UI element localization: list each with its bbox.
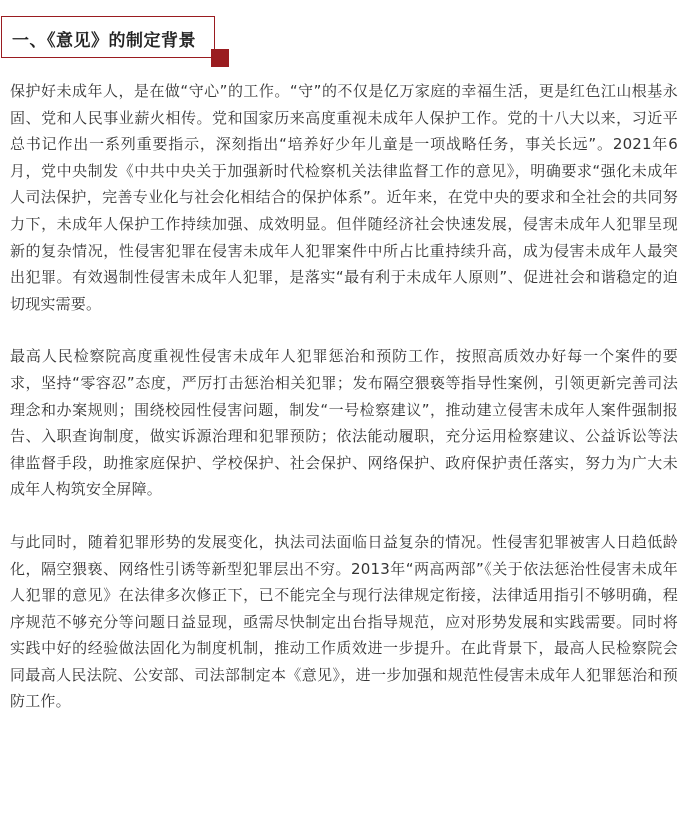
paragraph-3: 与此同时，随着犯罪形势的发展变化，执法司法面临日益复杂的情况。性侵害犯罪被害人日趋低龄化，隔空猥亵、网络性引诱等新型犯罪层出不穷。2013年“两高两部”《关于依法惩治性侵害未成年人犯罪的意见》在法律多次修正下，已不能完全与现行法律规定衔接，法律适用指引不够明确，程序规范不够充分等问题日益显现，亟需尽快制定出台指导规范，应对形势发展和实践需要。同时将实践中好的经验做法固化为制度机制，推动工作质效进一步提升。在此背景下，最高人民检察院会同最高人民法院、公安部、司法部制定本《意见》，进一步加强和规范性侵害未成年人犯罪惩治和预防工作。 [10, 532, 678, 711]
section-title: 一、《意见》的制定背景 [12, 31, 196, 51]
article-body [10, 78, 678, 715]
paragraph-1: 保护好未成年人，是在做“守心”的工作。“守”的不仅是亿万家庭的幸福生活，更是红色江山根基永固、党和人民事业薪火相传。党和国家历来高度重视未成年人保护工作。党的十八大以来，习近平总书记作出一系列重要指示，深刻指出“培养好少年儿童是一项战略任务，事关长远”。2021年6月，党中央制发《中共中央关于加强新时代检察机关法律监督工作的意见》，明确要求“强化未成年人司法保护，完善专业化与社会化相结合的保护体系”。近年来，在党中央的要求和全社会的共同努力下，未成年人保护工作持续加强、成效明显。但伴随经济社会快速发展，侵害未成年人犯罪呈现新的复杂情况，性侵害犯罪在侵害未成年人犯罪案件中所占比重持续升高，成为侵害未成年人最突出犯罪。有效遏制性侵害未成年人犯罪，是落实“最有利于未成年人原则”、促进社会和谐稳定的迫切现实需要。 [10, 82, 678, 313]
section-heading-box [1, 16, 215, 58]
heading-corner-accent [211, 49, 229, 67]
paragraph-2: 最高人民检察院高度重视性侵害未成年人犯罪惩治和预防工作，按照高质效办好每一个案件的要求，坚持“零容忍”态度，严厉打击惩治相关犯罪；发布隔空猥亵等指导性案例，引领更新完善司法理念和办案规则；围绕校园性侵害问题，制发“一号检察建议”，推动建立侵害未成年人案件强制报告、入职查询制度，做实诉源治理和犯罪预防；依法能动履职，充分运用检察建议、公益诉讼等法律监督手段，助推家庭保护、学校保护、社会保护、网络保护、政府保护责任落实，努力为广大未成年人构筑安全屏障。 [10, 347, 678, 499]
